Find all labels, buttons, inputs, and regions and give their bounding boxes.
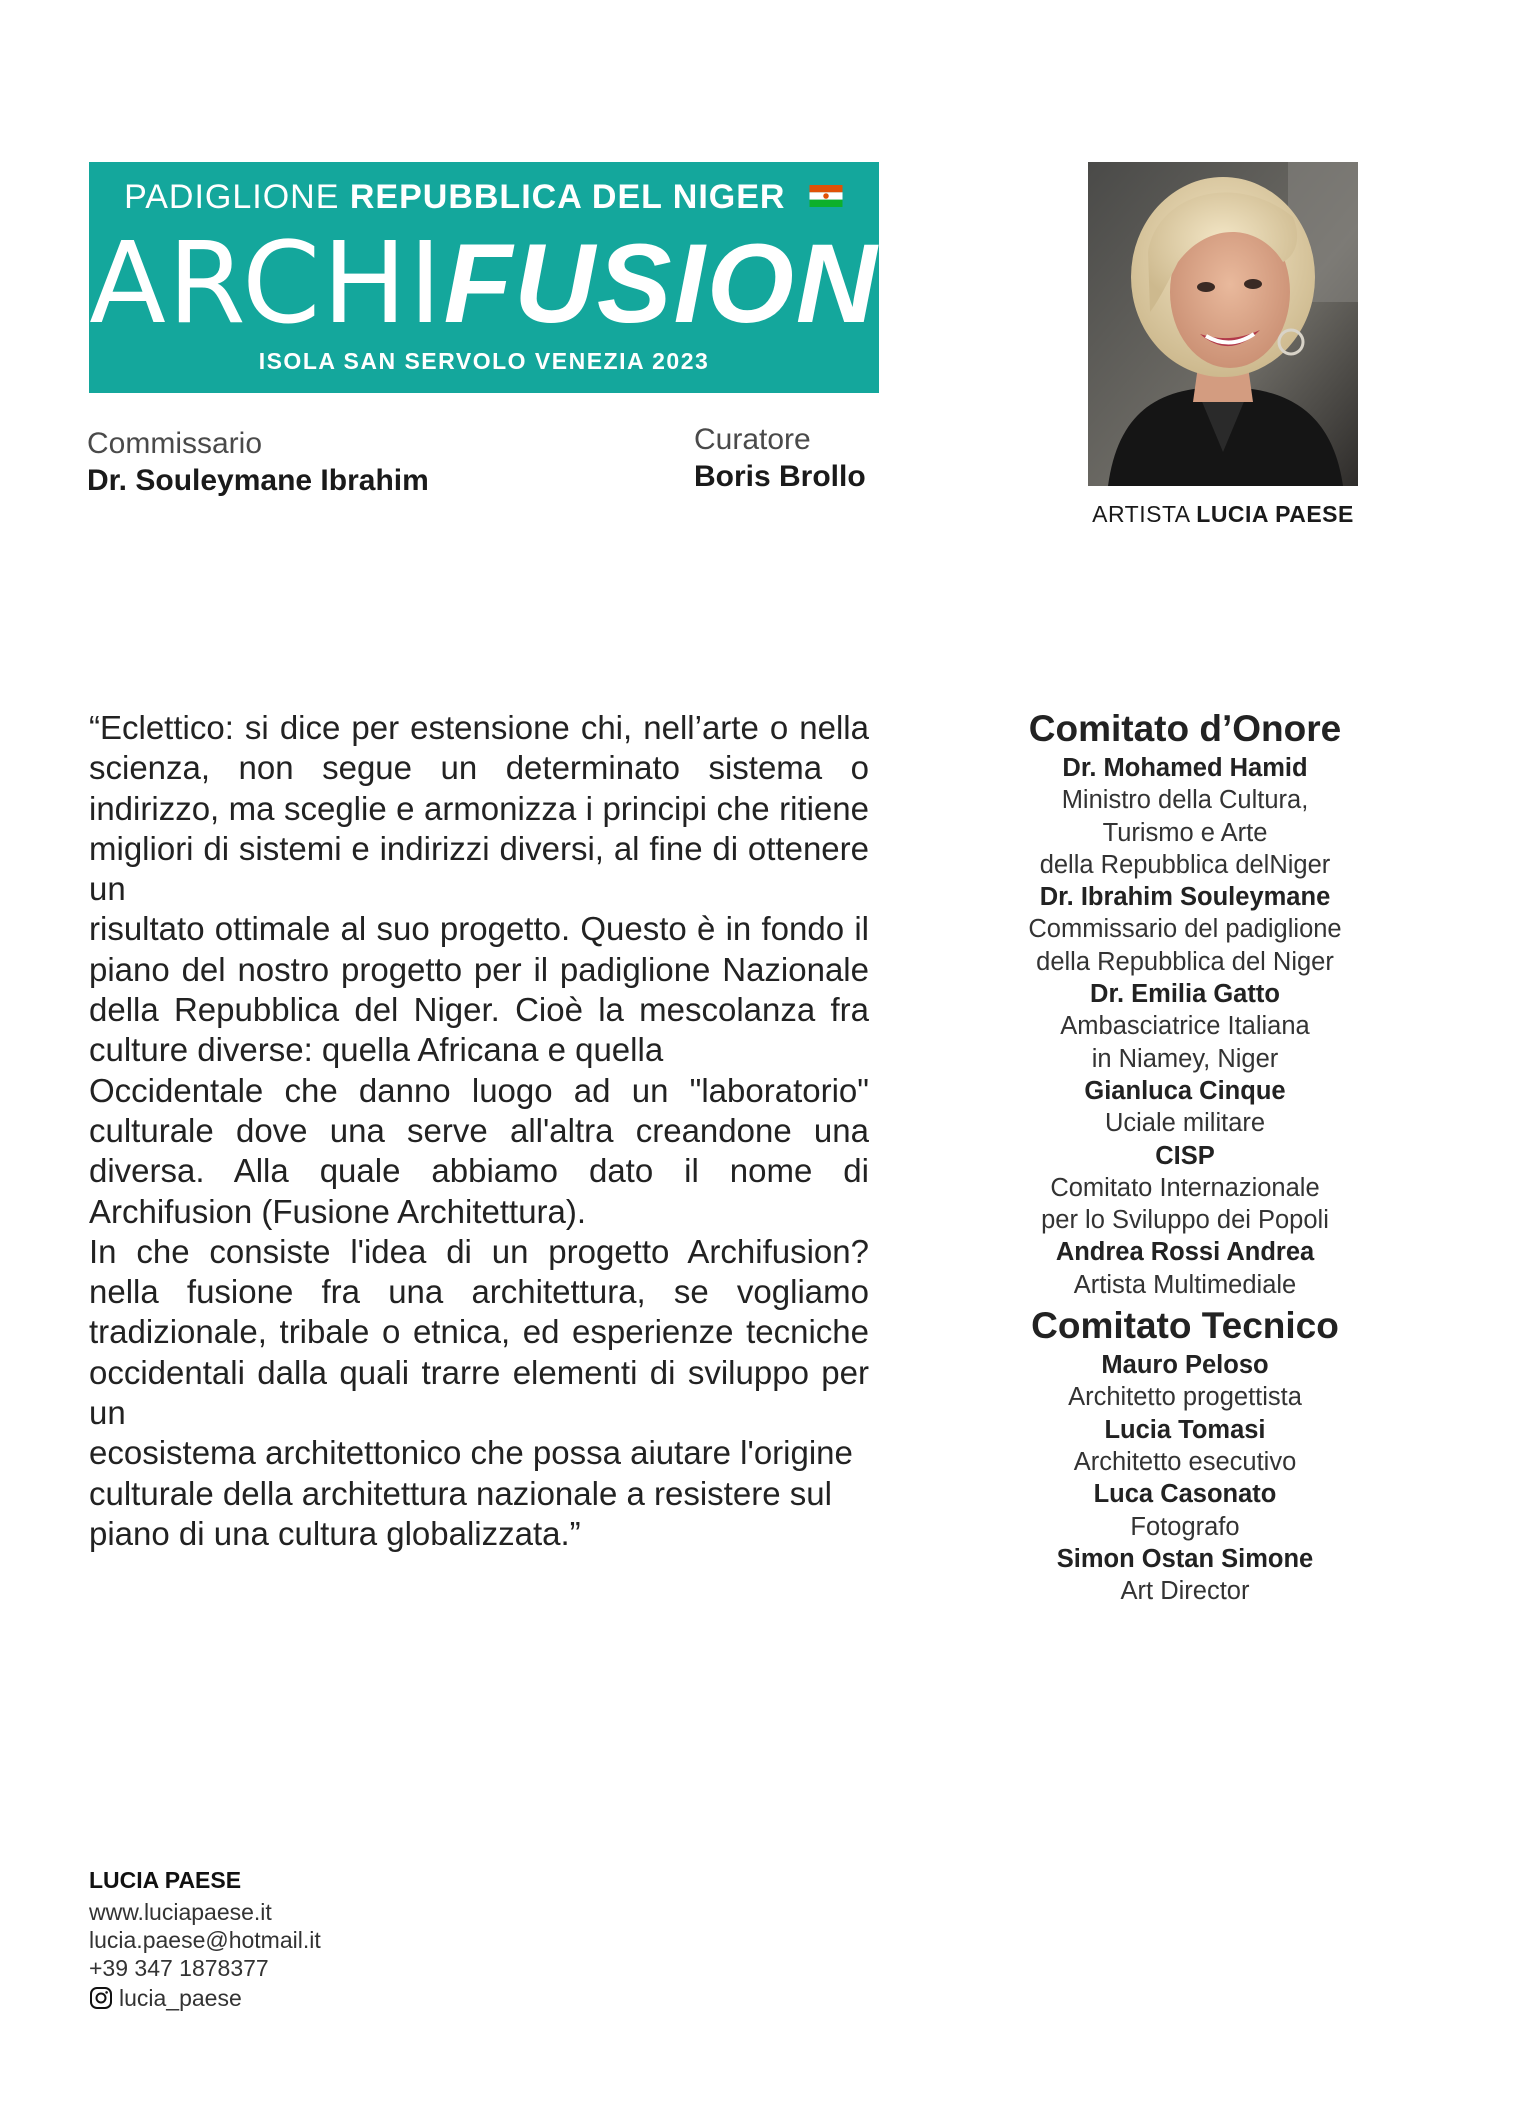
committee-member-role: per lo Sviluppo dei Popoli bbox=[1041, 1206, 1329, 1235]
banner-pavilion-line bbox=[89, 178, 879, 217]
committee-member-name: CISP bbox=[1155, 1141, 1215, 1170]
instagram-icon bbox=[89, 1986, 113, 2010]
banner-logo-title bbox=[89, 219, 879, 349]
contact-instagram[interactable] bbox=[89, 1984, 321, 2012]
banner-title-bold: FUSION bbox=[443, 221, 879, 346]
curatore-label: Curatore bbox=[694, 423, 811, 456]
artist-portrait bbox=[1088, 162, 1358, 486]
committee-member-role: della Repubblica delNiger bbox=[1039, 850, 1331, 879]
comitato-onore-members bbox=[980, 752, 1390, 1301]
quote-paragraph: ecosistema architettonico che possa aiutare l'origine culturale della architettura nazionale a resistere sul piano di una cultura globalizzata.” bbox=[89, 1434, 853, 1552]
committee-member-role: Uciale militare bbox=[1104, 1109, 1266, 1138]
banner-title-light: ARCHI bbox=[89, 219, 444, 349]
committee-member-role: Architetto esecutivo bbox=[1073, 1447, 1297, 1476]
committee-member-name: Dr. Mohamed Hamid bbox=[1062, 754, 1308, 782]
committee-member-name: Dr. Ibrahim Souleymane bbox=[1039, 883, 1331, 912]
artist-caption-name: LUCIA PAESE bbox=[1196, 501, 1354, 527]
banner-pavilion-label: PADIGLIONE bbox=[124, 178, 340, 216]
contact-name: LUCIA PAESE bbox=[89, 1867, 242, 1893]
comitato-tecnico-members bbox=[980, 1349, 1390, 1607]
committee-member-name: Mauro Peloso bbox=[1101, 1351, 1269, 1380]
niger-flag-icon bbox=[808, 185, 844, 207]
committee-member-role: della Repubblica del Niger bbox=[1036, 947, 1334, 976]
committee-member-name: Lucia Tomasi bbox=[1104, 1415, 1266, 1444]
committee-member-name: Dr. Emilia Gatto bbox=[1090, 980, 1280, 1009]
quote-paragraph: Occidentale che danno luogo ad un "laboratorio" culturale dove una serve all'altra creandone una diversa. Alla quale abbiamo dato il nome di Archifusion (Fusione Architettura). bbox=[89, 1071, 869, 1230]
contact-website[interactable]: www.luciapaese.it bbox=[89, 1899, 272, 1925]
committee-member-role: Comitato Internazionale bbox=[1050, 1173, 1320, 1202]
quote-paragraph: “Eclettico: si dice per estensione chi, nell’arte o nella scienza, non segue un determinato sistema o indirizzo, ma sceglie e armonizza i principi che ritiene migliori di sistemi e indirizzi diversi, al fine di ottenere un bbox=[89, 709, 869, 908]
committee-member-name: Andrea Rossi Andrea bbox=[1055, 1238, 1315, 1267]
contact-email[interactable]: lucia.paese@hotmail.it bbox=[89, 1927, 321, 1953]
artist-caption-label: ARTISTA bbox=[1092, 501, 1190, 527]
contact-phone[interactable]: +39 347 1878377 bbox=[89, 1955, 269, 1981]
committee-member-role: Commissario del padiglione bbox=[1028, 915, 1342, 944]
committee-member-role: in Niamey, Niger bbox=[1091, 1044, 1279, 1073]
contact-block bbox=[89, 1866, 321, 2012]
portrait-photo-icon bbox=[1088, 162, 1358, 486]
comitato-tecnico-title: Comitato Tecnico bbox=[1031, 1305, 1339, 1347]
instagram-handle: lucia_paese bbox=[119, 1985, 242, 2011]
committee-member-name: Luca Casonato bbox=[1093, 1480, 1277, 1509]
committee-member-role: Art Director bbox=[1120, 1577, 1250, 1606]
archifusion-banner bbox=[89, 162, 879, 393]
commissario-label: Commissario bbox=[87, 427, 263, 460]
banner-subtitle: ISOLA SAN SERVOLO VENEZIA 2023 bbox=[258, 348, 710, 374]
curatore-name: Boris Brollo bbox=[694, 460, 866, 493]
committee-member-role: Architetto progettista bbox=[1068, 1383, 1302, 1412]
comitato-onore-title: Comitato d’Onore bbox=[1028, 708, 1342, 749]
committee-member-role: Fotografo bbox=[1130, 1512, 1240, 1541]
committee-member-name: Simon Ostan Simone bbox=[1056, 1544, 1314, 1573]
quote-paragraph: risultato ottimale al suo progetto. Questo è in fondo il piano del nostro progetto per il padiglione Nazionale della Repubblica del Niger. Cioè la mescolanza fra culture diverse: quella Africana e quella bbox=[89, 910, 869, 1069]
committee-list bbox=[980, 706, 1390, 1607]
commissario-name: Dr. Souleymane Ibrahim bbox=[87, 464, 429, 497]
quote-text bbox=[89, 708, 869, 1554]
banner-country: REPUBBLICA DEL NIGER bbox=[349, 178, 786, 216]
artist-caption bbox=[1088, 501, 1358, 528]
committee-member-role: Ambasciatrice Italiana bbox=[1060, 1012, 1310, 1041]
committee-member-role: Turismo e Arte bbox=[1102, 818, 1268, 847]
committee-member-name: Gianluca Cinque bbox=[1084, 1076, 1286, 1105]
committee-member-role: Ministro della Cultura, bbox=[1061, 786, 1309, 815]
quote-paragraph: In che consiste l'idea di un progetto Archifusion? nella fusione fra una architettura, se vogliamo tradizionale, tribale o etnica, ed esperienze tecniche occidentali dalla quali trarre elementi di sviluppo per un bbox=[89, 1232, 869, 1432]
committee-member-role: Artista Multimediale bbox=[1073, 1270, 1297, 1299]
